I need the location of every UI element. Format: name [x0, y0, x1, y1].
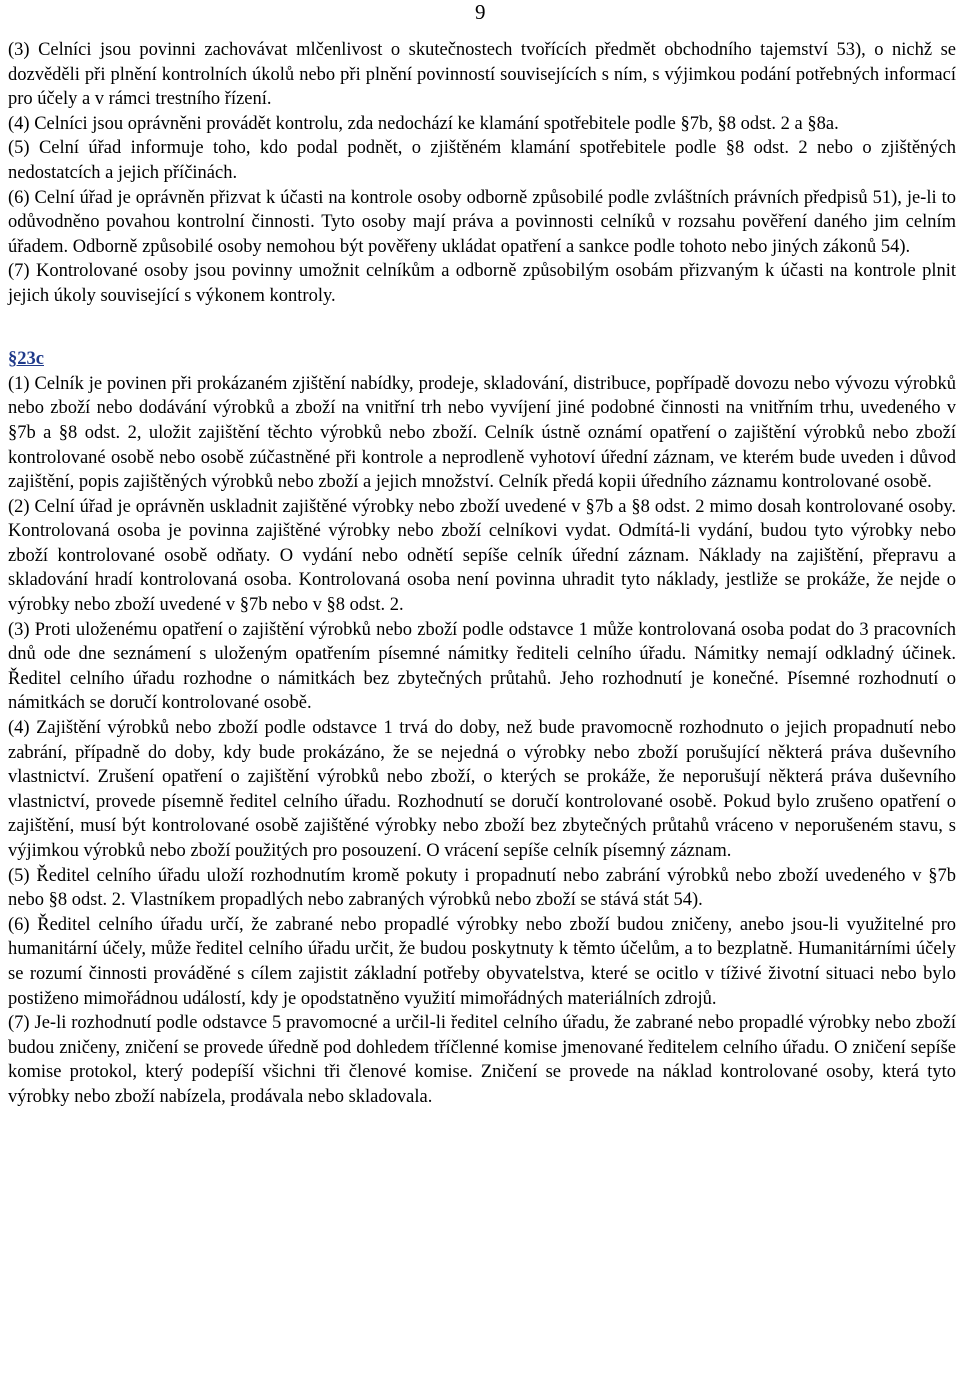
paragraph-5: (5) Celní úřad informuje toho, kdo podal podnět, o zjištěném klamání spotřebitele podle §8 odst. 2 nebo o zjištěných nedostatcích a jejich příčinách.: [8, 138, 956, 183]
section-paragraph-5: (5) Ředitel celního úřadu uloží rozhodnutím kromě pokuty i propadnutí nebo zabrání výrobků nebo zboží uvedeného v §7b nebo §8 odst. 2. Vlastníkem propadlých nebo zabraných výrobků nebo zboží se stává stát 54).: [8, 865, 956, 911]
section-paragraph-3: (3) Proti uloženému opatření o zajištění výrobků nebo zboží podle odstavce 1 může kontrolovaná osoba podat do 3 pracovních dnů ode dne seznámení s uloženým opatřením písemné námitky řediteli celního úřadu. Námitky nemají odkladný účinek. Ředitel celního úřadu rozhodne o námitkách bez zbytečných průtahů. Jeho rozhodnutí je konečné. Písemné rozhodnutí o námitkách se doručí kontrolované osobě.: [8, 619, 956, 714]
paragraph-4: (4) Celníci jsou oprávněni provádět kontrolu, zda nedochází ke klamání spotřebitele podle §7b, §8 odst. 2 a §8a.: [8, 113, 839, 134]
section-heading-23c: §23c: [8, 349, 44, 370]
section-spacer: [8, 309, 956, 334]
document-body: [8, 38, 956, 1110]
page-number: 9: [475, 0, 486, 24]
section-paragraph-4: (4) Zajištění výrobků nebo zboží podle odstavce 1 trvá do doby, než bude pravomocně rozhodnuto o jejich propadnutí nebo zabrání, případně do doby, kdy bude prokázáno, že se nejedná o výrobky nebo zboží porušující některá práva duševního vlastnictví. Zrušení opatření o zajištění výrobků nebo zboží, o kterých se prokáže, že neporušují některá práva duševního vlastnictví, provede písemně ředitel celního úřadu. Rozhodnutí se doručí kontrolované osobě. Pokud bylo zrušeno opatření o zajištění, musí být kontrolované osobě zajištěné výrobky nebo zboží bez zbytečných průtahů vráceno v neporušeném stavu, s výjimkou výrobků nebo zboží použitých pro posouzení. O vrácení sepíše celník písemný záznam.: [8, 718, 956, 861]
paragraph-6: (6) Celní úřad je oprávněn přizvat k účasti na kontrole osoby odborně způsobilé podle zvláštních právních předpisů 51), je-li to odůvodněno povahou kontrolní činnosti. Tyto osoby mají práva a povinnosti celníků v rozsahu pověření daného jim celním úřadem. Odborně způsobilé osoby nemohou být pověřeny ukládat opatření a sankce podle tohoto nebo jiných zákonů 54).: [8, 187, 956, 257]
section-paragraph-1: (1) Celník je povinen při prokázaném zjištění nabídky, prodeje, skladování, distribuce, popřípadě dovozu nebo vývozu výrobků nebo zboží nebo dodávání výrobků a zboží na vnitřní trh nebo vyvíjení jiné podobné činnosti na vnitřním trhu, uvedeného v §7b a §8 odst. 2, uložit zajištění těchto výrobků nebo zboží. Celník ústně oznámí opatření o zajištění výrobků nebo zboží kontrolované osobě nebo osobě zúčastněné při kontrole a neprodleně vyhotoví úřední záznam, ve kterém bude uveden i důvod zajištění, popis zajištěných výrobků nebo zboží a jejich množství. Celník předá kopii úředního záznamu kontrolované osobě.: [8, 373, 956, 493]
paragraph-3: (3) Celníci jsou povinni zachovávat mlčenlivost o skutečnostech tvořících předmět obchodního tajemství 53), o nichž se dozvěděli při plnění kontrolních úkolů nebo při plnění povinností souvisejících s ním, s výjimkou podání potřebných informací pro účely a v rámci trestního řízení.: [8, 40, 956, 110]
paragraph-7: (7) Kontrolované osoby jsou povinny umožnit celníkům a odborně způsobilým osobám přizvaným k účasti na kontrole plnit jejich úkoly související s výkonem kontroly.: [8, 261, 956, 306]
section-paragraph-2: (2) Celní úřad je oprávněn uskladnit zajištěné výrobky nebo zboží uvedené v §7b a §8 odst. 2 mimo dosah kontrolované osoby. Kontrolovaná osoba je povinna zajištěné výrobky nebo zboží celníkovi vydat. Odmítá-li vydání, budou tyto výrobky nebo zboží kontrolované osobě odňaty. O vydání nebo odnětí sepíše celník úřední záznam. Náklady na zajištění, přepravu a skladování hradí kontrolovaná osoba. Kontrolovaná osoba není povinna uhradit tyto náklady, jestliže se prokáže, že nejde o výrobky nebo zboží uvedené v §7b nebo v §8 odst. 2.: [8, 496, 956, 616]
section-paragraph-6: (6) Ředitel celního úřadu určí, že zabrané nebo propadlé výrobky nebo zboží budou zničeny, anebo jsou-li využitelné pro humanitární účely, může ředitel celního úřadu určit, že budou poskytnuty k těmto účelům, a to bezplatně. Humanitárními účely se rozumí činnosti prováděné s cílem zajistit základní potřeby obyvatelstva, které se ocitlo v tíživé životní situaci nebo bylo postiženo mimořádnou událostí, kdy je opodstatněno využití mimořádných materiálních zdrojů.: [8, 914, 956, 1009]
section-paragraph-7: (7) Je-li rozhodnutí podle odstavce 5 pravomocné a určil-li ředitel celního úřadu, že zabrané nebo propadlé výrobky nebo zboží budou zničeny, zničení se provede úředně pod dohledem tříčlenné komise jmenované ředitelem celního úřadu. O zničení sepíše komise protokol, který podepíší všichni tři členové komise. Zničení se provede na náklad kontrolované osoby, která tyto výrobky nebo zboží nabízela, prodávala nebo skladovala.: [8, 1013, 956, 1107]
